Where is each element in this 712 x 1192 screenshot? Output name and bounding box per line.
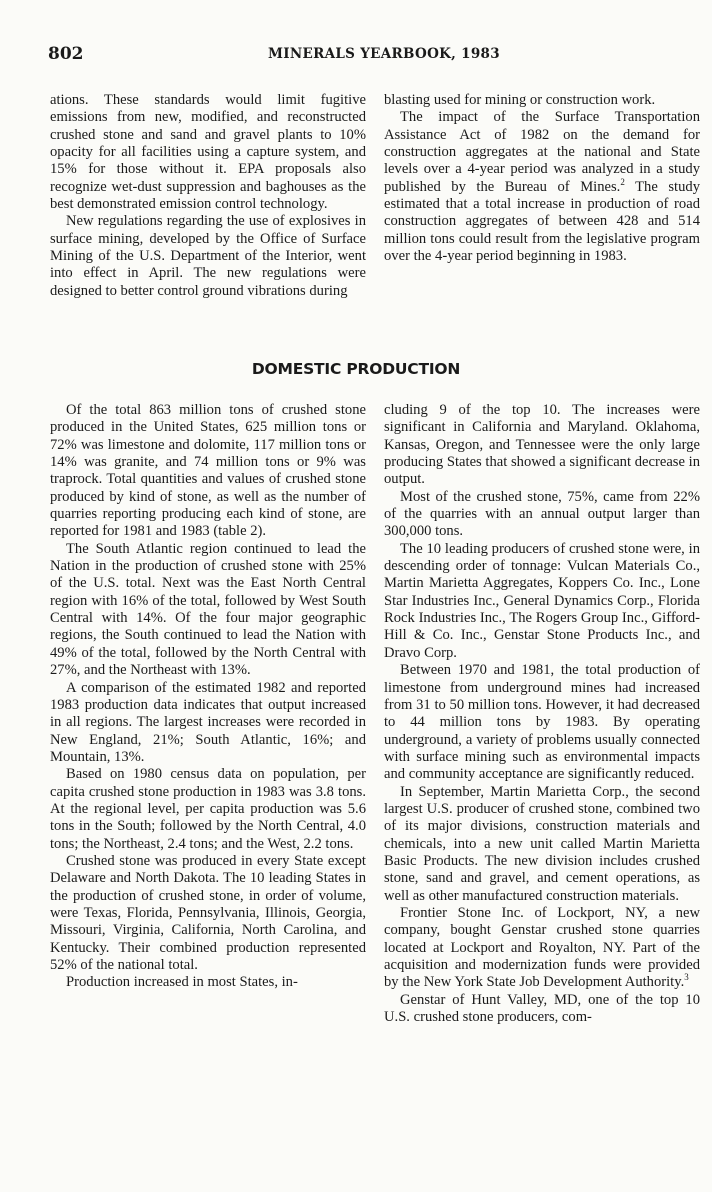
paragraph: New regulations regarding the use of explosives in surface mining, developed by the Office of Surface Mining of the U.S. Department of the Interior, went into effect in April. The new regulations were designed to better control ground vibrations during <box>50 213 366 299</box>
paragraph: The South Atlantic region continued to lead the Nation in the production of crushed stone with 25% of the U.S. total. Next was the East North Central region with 16% of the total, followed by West South Central with 14%. Of the four major geographic regions, the South continued to lead the Nation with 49% of the total, followed by the North Central with 27%, and the Northeast with 13%. <box>50 540 366 679</box>
production-right-column <box>384 402 700 1026</box>
paragraph-text: The impact of the Surface Transportation Assistance Act of 1982 on the demand for construction aggregates at the national and State levels over a 4-year period was analyzed in a study published by the Bureau of Mines. <box>384 109 700 195</box>
paragraph: Between 1970 and 1981, the total production of limestone from underground mines had increased from 31 to 50 million tons. However, it had decreased to 44 million tons by 1983. By operating underground, a variety of problems usually connected with surface mining such as environmental impacts and community acceptance are significantly reduced. <box>384 662 700 783</box>
footnote-ref: 3 <box>684 972 689 983</box>
running-header <box>0 44 712 68</box>
footnote-ref: 2 <box>620 176 625 187</box>
section-heading: DOMESTIC PRODUCTION <box>251 360 461 378</box>
paragraph-text: The study estimated that a total increase in production of road construction aggregates of between 428 and 514 million tons could result from the legislative program over the 4-year period beginning in 1983. <box>384 178 700 265</box>
paragraph-text: Frontier Stone Inc. of Lockport, NY, a new company, bought Genstar crushed stone quarries located at Lockport and Royalton, NY. Part of the acquisition and modernization funds were provided by the New York State Job Development Authority. <box>384 904 700 991</box>
paragraph <box>384 109 700 265</box>
production-left-column <box>50 402 366 992</box>
paragraph: Production increased in most States, in- <box>66 974 298 991</box>
paragraph: In September, Martin Marietta Corp., the second largest U.S. producer of crushed stone, combined two of its major divisions, construction materials and chemicals, into a new unit called Martin Marietta Basic Products. The new division includes crushed stone, sand and gravel, and cement operations, as well as other manufactured construction materials. <box>384 783 700 904</box>
paragraph: A comparison of the estimated 1982 and reported 1983 production data indicates that output increased in all regions. The largest increases were recorded in New England, 21%; South Atlantic, 16%; and Mountain, 13%. <box>50 679 366 765</box>
paragraph: Crushed stone was produced in every State except Delaware and North Dakota. The 10 leading States in the production of crushed stone, in order of volume, were Texas, Florida, Pennsylvania, Illinois, Georgia, Missouri, Virginia, California, North Carolina, and Kentucky. Their combined production represented 52% of the national total. <box>50 852 366 973</box>
paragraph: blasting used for mining or construction work. <box>384 92 656 108</box>
top-right-column <box>384 92 700 265</box>
top-left-column <box>50 92 366 300</box>
paragraph: Most of the crushed stone, 75%, came from 22% of the quarries with an annual output larger than 300,000 tons. <box>384 488 700 540</box>
paragraph: cluding 9 of the top 10. The increases were significant in California and Maryland. Oklahoma, Kansas, Oregon, and Tennessee were the only large producing States that showed a significant decrease in output. <box>384 402 700 488</box>
paragraph: Genstar of Hunt Valley, MD, one of the top 10 U.S. crushed stone producers, com- <box>384 991 700 1026</box>
paragraph: Based on 1980 census data on population, per capita crushed stone production in 1983 was 3.8 tons. At the regional level, per capita production was 5.6 tons in the South; followed by the North Central, 4.0 tons; the Northeast, 2.4 tons; and the West, 2.2 tons. <box>50 766 366 852</box>
paragraph: The 10 leading producers of crushed stone were, in descending order of tonnage: Vulcan Materials Co., Martin Marietta Aggregates, Koppers Co. Inc., Lone Star Industries Inc., General Dynamics Corp., Florida Rock Industries Inc., The Rogers Group Inc., Gifford-Hill & Co. Inc., Genstar Stone Products Inc., and Dravo Corp. <box>384 540 700 661</box>
paragraph: ations. These standards would limit fugitive emissions from new, modified, and reconstructed crushed stone and sand and gravel plants to 10% opacity for all facilities using a capture system, and 15% for those without it. EPA proposals also recognize wet-dust suppression and baghouses as the best demonstrated emission control technology. <box>50 92 366 213</box>
page-number: 802 <box>48 44 84 64</box>
paragraph <box>384 905 700 992</box>
paragraph: Of the total 863 million tons of crushed stone produced in the United States, 625 million tons or 72% was limestone and dolomite, 117 million tons or 14% was granite, and 74 million tons or 9% was traprock. Total quantities and values of crushed stone produced by kind of stone, as well as the number of quarries reporting producing each kind of stone, are reported for 1981 and 1983 (table 2). <box>50 402 366 540</box>
running-title: MINERALS YEARBOOK, 1983 <box>268 46 500 62</box>
